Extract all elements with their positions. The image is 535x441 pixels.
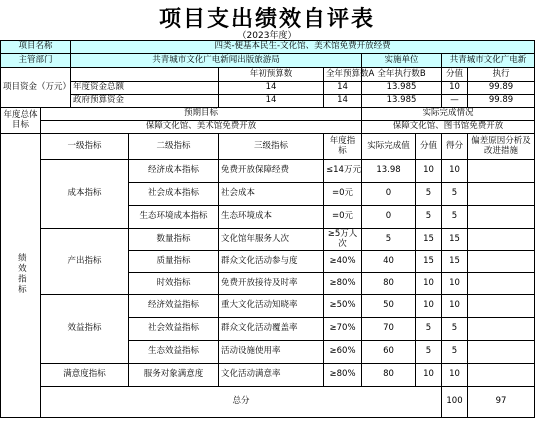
funds-cell: 14 (324, 95, 362, 108)
department-value: 共青城市文化广电新闻出版旅游局 (71, 54, 362, 68)
indicator-actual: 80 (362, 273, 416, 295)
indicator-l2: 质量指标 (129, 251, 219, 273)
indicator-l2: 生态环境成本指标 (129, 206, 219, 229)
indicator-l3: 文化馆年服务人次 (219, 229, 324, 251)
funds-row (1, 82, 535, 95)
funds-row (1, 95, 535, 108)
indicator-note (468, 295, 535, 318)
indicator-actual: 5 (362, 229, 416, 251)
l1-satisfaction: 满意度指标 (41, 364, 129, 387)
indicator-actual: 13.98 (362, 160, 416, 183)
indicator-actual: 0 (362, 183, 416, 206)
indicator-target: ≥5万人次 (324, 229, 362, 251)
funds-header: 全年预算数A (324, 68, 362, 82)
funds-header-row (1, 68, 535, 82)
indicator-header: 三级指标 (219, 134, 324, 160)
department-label: 主管部门 (1, 54, 71, 68)
l1-benefit: 效益指标 (41, 295, 129, 364)
form-year: （2023年度） (237, 31, 297, 41)
evaluation-table (0, 40, 535, 418)
impl-value: 共青城市文化广电新 (442, 54, 535, 68)
indicator-got: 10 (442, 273, 468, 295)
funds-cell: 99.89 (468, 82, 535, 95)
indicator-score: 10 (416, 160, 442, 183)
funds-row-label: 政府预算资金 (71, 95, 219, 108)
indicator-note (468, 251, 535, 273)
indicator-target: ≥50% (324, 295, 362, 318)
indicator-l2: 经济成本指标 (129, 160, 219, 183)
indicator-row (1, 229, 535, 251)
indicator-header: 年度指标 (324, 134, 362, 160)
funds-header-blank (71, 68, 219, 82)
indicator-l3: 文化活动满意率 (219, 364, 324, 387)
indicator-actual: 60 (362, 341, 416, 364)
indicator-target: ≥40% (324, 251, 362, 273)
indicator-header: 分值 (416, 134, 442, 160)
funds-cell: 14 (219, 82, 324, 95)
indicator-actual: 40 (362, 251, 416, 273)
funds-cell: 99.89 (468, 95, 535, 108)
goals-planned-label: 预期目标 (41, 108, 362, 121)
indicator-got: 5 (442, 341, 468, 364)
indicator-score: 15 (416, 229, 442, 251)
indicator-header: 偏差原因分析及改进措施 (468, 134, 535, 160)
funds-cell: 14 (324, 82, 362, 95)
indicator-score: 10 (416, 364, 442, 387)
project-label: 项目名称 (1, 41, 71, 54)
funds-cell: 10 (442, 82, 468, 95)
indicator-header-row (1, 134, 535, 160)
indicator-note (468, 364, 535, 387)
indicator-l2: 数量指标 (129, 229, 219, 251)
indicator-got: 5 (442, 318, 468, 341)
indicator-l3: 活动设施使用率 (219, 341, 324, 364)
indicator-got: 15 (442, 229, 468, 251)
funds-cell: — (442, 95, 468, 108)
indicator-got: 10 (442, 160, 468, 183)
indicator-l3: 群众文化活动参与度 (219, 251, 324, 273)
indicator-l2: 时效指标 (129, 273, 219, 295)
funds-row-label: 年度资金总额 (71, 82, 219, 95)
funds-cell: 13.985 (362, 95, 442, 108)
form-title: 项目支出绩效自评表 (158, 6, 375, 32)
total-got: 97 (468, 387, 535, 418)
funds-header: 全年执行数B (362, 68, 442, 82)
goals-actual-label: 实际完成情况 (362, 108, 535, 121)
indicator-row (1, 160, 535, 183)
indicator-note (468, 273, 535, 295)
indicator-target: =0元 (324, 206, 362, 229)
indicator-row (1, 295, 535, 318)
indicator-actual: 70 (362, 318, 416, 341)
l1-output: 产出指标 (41, 229, 129, 295)
indicator-score: 5 (416, 341, 442, 364)
indicator-l3: 群众文化活动覆盖率 (219, 318, 324, 341)
indicator-header: 二级指标 (129, 134, 219, 160)
indicator-target: ≥60% (324, 341, 362, 364)
indicator-target: ≥80% (324, 273, 362, 295)
indicators-group-text: 绩效指标 (16, 252, 27, 295)
indicator-note (468, 206, 535, 229)
indicator-note (468, 229, 535, 251)
indicator-got: 15 (442, 251, 468, 273)
indicators-group-label (1, 134, 41, 418)
indicator-score: 10 (416, 273, 442, 295)
indicator-target: =0元 (324, 183, 362, 206)
indicator-header: 得分 (442, 134, 468, 160)
indicator-l3: 社会成本 (219, 183, 324, 206)
total-row (1, 387, 535, 418)
goals-actual-text: 保障文化馆、图书馆免费开放 (362, 121, 535, 134)
indicator-note (468, 183, 535, 206)
project-row (1, 41, 535, 54)
indicator-got: 10 (442, 364, 468, 387)
indicator-score: 10 (416, 295, 442, 318)
indicator-note (468, 318, 535, 341)
indicator-row (1, 364, 535, 387)
department-row (1, 54, 535, 68)
indicator-got: 5 (442, 183, 468, 206)
funds-header: 执行 (468, 68, 535, 82)
indicator-score: 15 (416, 251, 442, 273)
indicator-target: ≤14万元 (324, 160, 362, 183)
indicator-got: 5 (442, 206, 468, 229)
indicator-l3: 免费开放接待及时率 (219, 273, 324, 295)
indicator-note (468, 160, 535, 183)
goals-header-row (1, 108, 535, 121)
indicator-got: 10 (442, 295, 468, 318)
indicator-score: 5 (416, 206, 442, 229)
goals-row (1, 121, 535, 134)
indicator-actual: 50 (362, 295, 416, 318)
indicator-note (468, 341, 535, 364)
indicator-header: 一级指标 (41, 134, 129, 160)
project-value: 四类-便基本民生-文化馆、美术馆免费开放经费 (71, 41, 535, 54)
goals-label: 年度总体目标 (1, 108, 41, 134)
indicator-l2: 生态效益指标 (129, 341, 219, 364)
total-label: 总分 (41, 387, 442, 418)
indicator-target: ≥70% (324, 318, 362, 341)
indicator-actual: 80 (362, 364, 416, 387)
indicator-actual: 0 (362, 206, 416, 229)
indicator-score: 5 (416, 318, 442, 341)
indicator-l3: 生态环境成本 (219, 206, 324, 229)
impl-label: 实施单位 (362, 54, 442, 68)
indicator-l2: 经济效益指标 (129, 295, 219, 318)
indicator-header: 实际完成值 (362, 134, 416, 160)
funds-cell: 13.985 (362, 82, 442, 95)
funds-label: 项目资金（万元） (1, 68, 71, 108)
indicator-l3: 免费开放保障经费 (219, 160, 324, 183)
funds-header: 年初预算数 (219, 68, 324, 82)
indicator-l2: 社会成本指标 (129, 183, 219, 206)
indicator-score: 5 (416, 183, 442, 206)
funds-cell: 14 (219, 95, 324, 108)
indicator-l2: 社会效益指标 (129, 318, 219, 341)
goals-planned-text: 保障文化馆、美术馆免费开放 (41, 121, 362, 134)
l1-cost: 成本指标 (41, 160, 129, 229)
indicator-l2: 服务对象满意度 (129, 364, 219, 387)
indicator-target: ≥80% (324, 364, 362, 387)
funds-header: 分值 (442, 68, 468, 82)
total-score: 100 (442, 387, 468, 418)
indicator-l3: 重大文化活动知晓率 (219, 295, 324, 318)
